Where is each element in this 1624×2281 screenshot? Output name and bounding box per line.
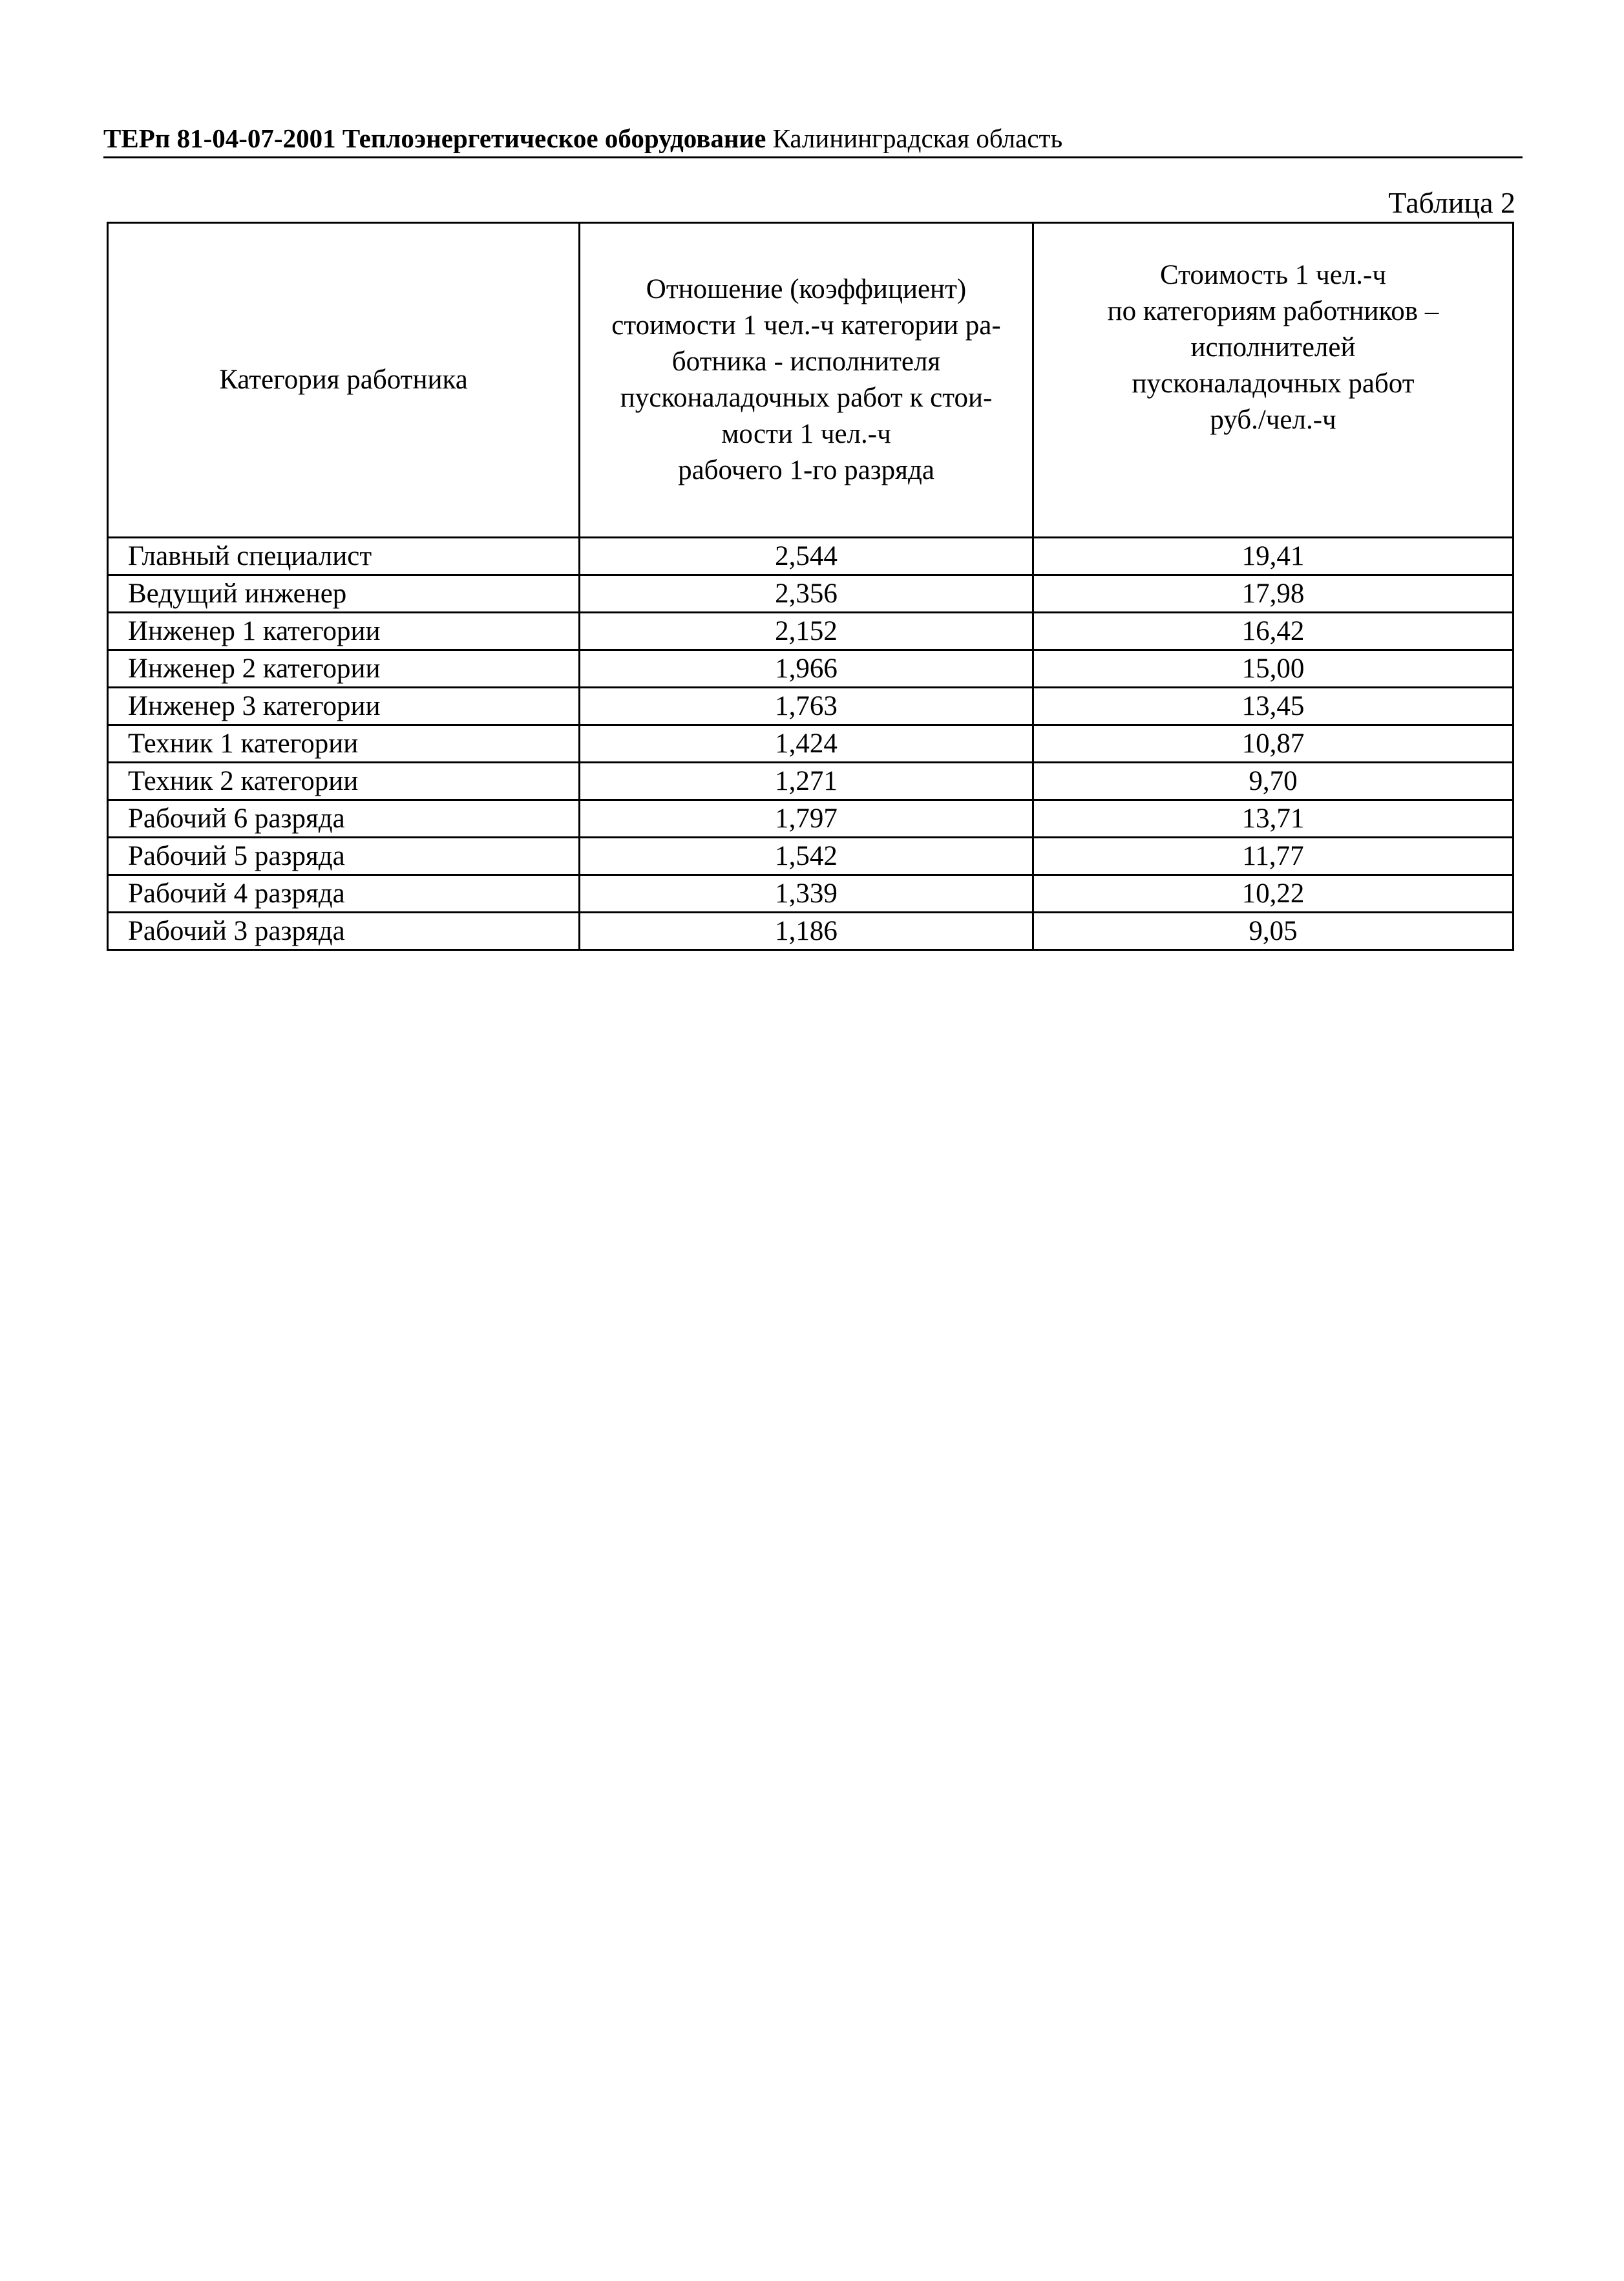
cell-category: Рабочий 5 разряда bbox=[108, 838, 580, 875]
header-coefficient-line: мости 1 чел.-ч bbox=[721, 419, 891, 449]
cell-cost: 13,71 bbox=[1033, 800, 1513, 838]
header-coefficient-line: пусконаладочных работ к стои- bbox=[620, 383, 993, 413]
cell-category: Техник 1 категории bbox=[108, 725, 580, 763]
cell-cost: 17,98 bbox=[1033, 575, 1513, 613]
header-coefficient-line: ботника - исполнителя bbox=[671, 346, 941, 377]
header-cost-line: исполнителей bbox=[1190, 332, 1356, 363]
cell-category: Инженер 3 категории bbox=[108, 688, 580, 725]
cell-cost: 16,42 bbox=[1033, 613, 1513, 650]
page-header bbox=[103, 120, 1523, 158]
cell-coefficient: 1,339 bbox=[580, 875, 1033, 913]
cell-coefficient: 1,763 bbox=[580, 688, 1033, 725]
cell-coefficient: 1,797 bbox=[580, 800, 1033, 838]
cell-coefficient: 1,424 bbox=[580, 725, 1033, 763]
header-coefficient-line: Отношение (коэффициент) bbox=[646, 274, 967, 304]
table-row bbox=[108, 688, 1513, 725]
cell-category: Ведущий инженер bbox=[108, 575, 580, 613]
cell-cost: 15,00 bbox=[1033, 650, 1513, 688]
document-region: Калининградская область bbox=[772, 123, 1063, 153]
header-category bbox=[108, 223, 580, 538]
cell-coefficient: 1,542 bbox=[580, 838, 1033, 875]
cell-cost: 19,41 bbox=[1033, 538, 1513, 575]
table-header-row bbox=[108, 223, 1513, 538]
cell-cost: 9,05 bbox=[1033, 913, 1513, 950]
cell-cost: 13,45 bbox=[1033, 688, 1513, 725]
cell-category: Главный специалист bbox=[108, 538, 580, 575]
cell-cost: 11,77 bbox=[1033, 838, 1513, 875]
table-row bbox=[108, 763, 1513, 800]
table-row bbox=[108, 800, 1513, 838]
cell-category: Рабочий 6 разряда bbox=[108, 800, 580, 838]
cell-category: Техник 2 категории bbox=[108, 763, 580, 800]
document-title: Теплоэнергетическое оборудование bbox=[342, 123, 766, 153]
cell-coefficient: 2,152 bbox=[580, 613, 1033, 650]
cell-coefficient: 2,356 bbox=[580, 575, 1033, 613]
table-row bbox=[108, 725, 1513, 763]
cell-category: Рабочий 4 разряда bbox=[108, 875, 580, 913]
cell-coefficient: 1,186 bbox=[580, 913, 1033, 950]
table-row bbox=[108, 575, 1513, 613]
document-code: ТЕРп 81-04-07-2001 bbox=[103, 123, 336, 153]
cell-cost: 10,87 bbox=[1033, 725, 1513, 763]
table-caption: Таблица 2 bbox=[1388, 186, 1515, 219]
header-coefficient-line: рабочего 1-го разряда bbox=[678, 455, 934, 485]
cell-category: Рабочий 3 разряда bbox=[108, 913, 580, 950]
table-row bbox=[108, 875, 1513, 913]
header-cost-line: Стоимость 1 чел.-ч bbox=[1160, 260, 1386, 290]
labor-cost-table bbox=[107, 222, 1514, 951]
table-row bbox=[108, 613, 1513, 650]
table-row bbox=[108, 538, 1513, 575]
table-row bbox=[108, 650, 1513, 688]
header-cost-line: по категориям работников – bbox=[1107, 296, 1439, 326]
cell-coefficient: 1,966 bbox=[580, 650, 1033, 688]
header-coefficient bbox=[580, 223, 1033, 538]
header-coefficient-line: стоимости 1 чел.-ч категории ра- bbox=[611, 310, 1001, 341]
cell-coefficient: 2,544 bbox=[580, 538, 1033, 575]
header-category-line: Категория работника bbox=[219, 365, 468, 395]
header-cost-line: руб./чел.-ч bbox=[1210, 405, 1336, 435]
table-row bbox=[108, 913, 1513, 950]
cell-coefficient: 1,271 bbox=[580, 763, 1033, 800]
table-row bbox=[108, 838, 1513, 875]
header-cost-line: пусконаладочных работ bbox=[1132, 368, 1415, 399]
cell-category: Инженер 2 категории bbox=[108, 650, 580, 688]
cell-category: Инженер 1 категории bbox=[108, 613, 580, 650]
cell-cost: 9,70 bbox=[1033, 763, 1513, 800]
cell-cost: 10,22 bbox=[1033, 875, 1513, 913]
header-cost bbox=[1033, 223, 1513, 538]
